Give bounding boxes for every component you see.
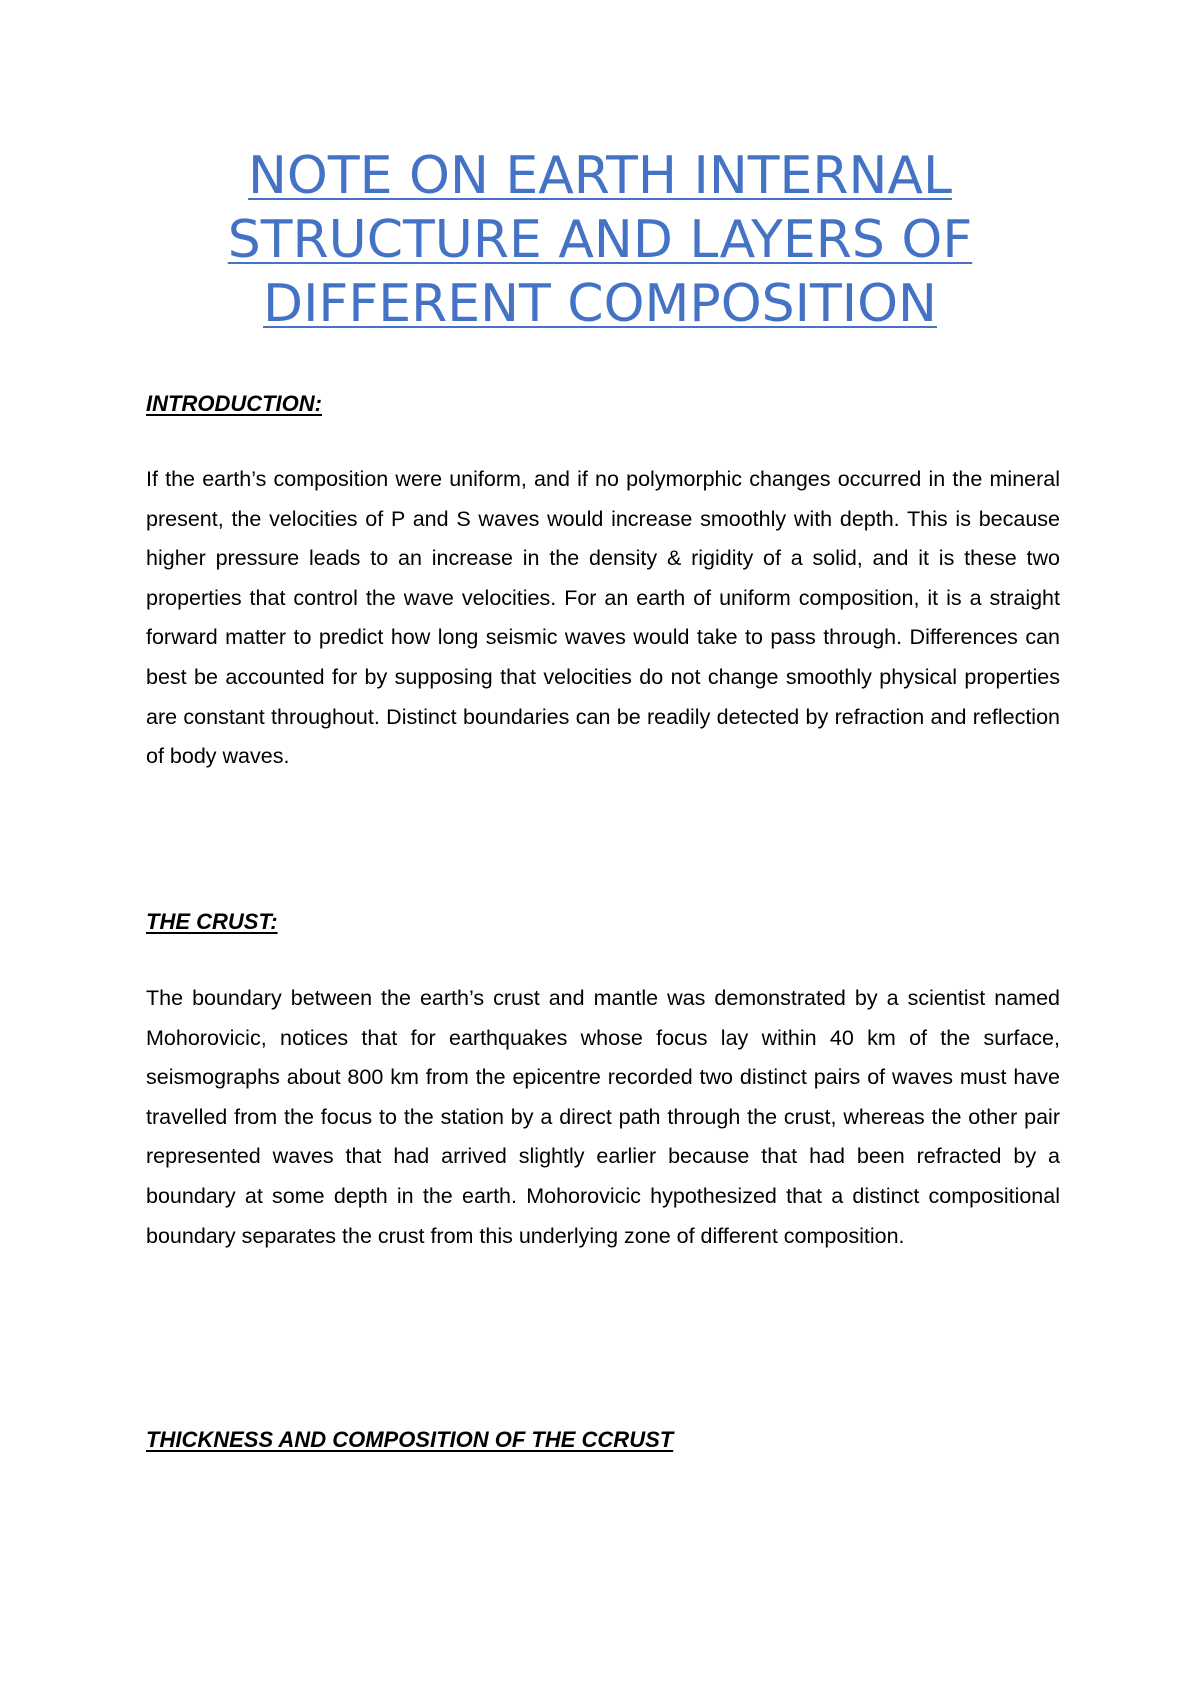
- introduction-paragraph: If the earth’s composition were uniform, and if no polymorphic changes occurred in the mineral present, the velocities of P and S waves would increase smoothly with depth. This is because higher pressure leads to an increase in the density & rigidity of a solid, and it is these two properties that control the wave velocities. For an earth of uniform composition, it is a straight forward matter to predict how long seismic waves would take to pass through. Differences can best be accounted for by supposing that velocities do not change smoothly physical properties are constant throughout. Distinct boundaries can be readily detected by refraction and reflection of body waves.: [146, 467, 1060, 769]
- introduction-heading: INTRODUCTION:: [146, 391, 322, 416]
- crust-heading: THE CRUST:: [146, 909, 278, 934]
- crust-paragraph: The boundary between the earth’s crust and mantle was demonstrated by a scientist named Mohorovicic, notices that for earthquakes whose focus lay within 40 km of the surface, seismographs about 800 km from the epicentre recorded two distinct pairs of waves must have travelled from the focus to the station by a direct path through the crust, whereas the other pair represented waves that had arrived slightly earlier because that had been refracted by a boundary at some depth in the earth. Mohorovicic hypothesized that a distinct compositional boundary separates the crust from this underlying zone of different composition.: [146, 986, 1060, 1248]
- title-line: NOTE ON EARTH INTERNAL: [248, 146, 952, 206]
- title-line: STRUCTURE AND LAYERS OF: [227, 210, 973, 270]
- document-title: [100, 144, 1100, 336]
- thickness-composition-heading: THICKNESS AND COMPOSITION OF THE CCRUST: [146, 1427, 674, 1452]
- title-line: DIFFERENT COMPOSITION: [263, 274, 937, 334]
